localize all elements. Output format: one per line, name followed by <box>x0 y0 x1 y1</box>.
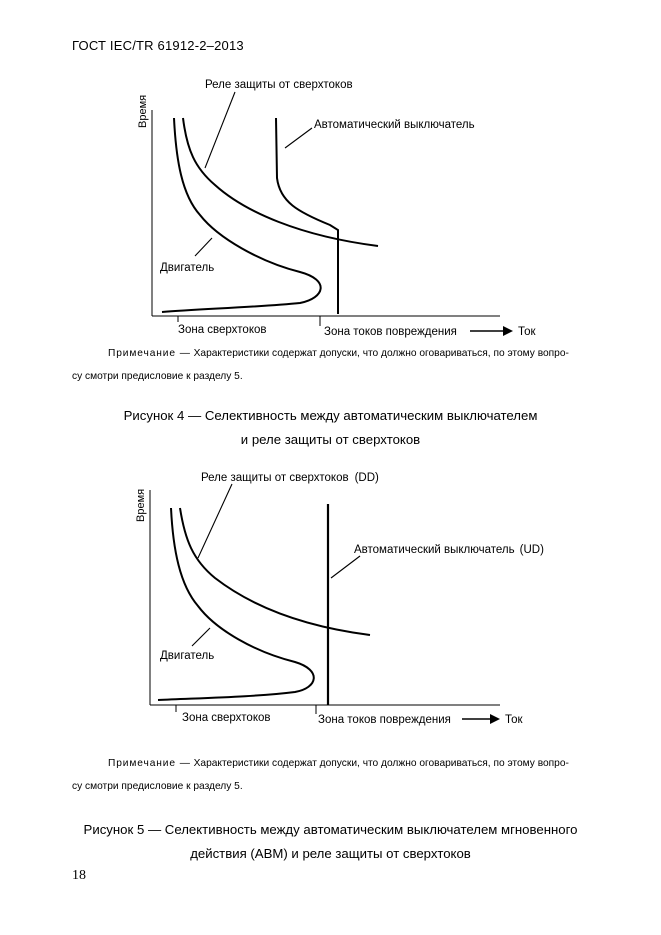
relay-curve <box>180 508 370 635</box>
figure-4-caption-line-2: и реле защиты от сверхтоков <box>240 432 421 447</box>
document-header: ГОСТ IEC/TR 61912-2–2013 <box>72 38 244 53</box>
current-arrow-head <box>490 714 500 724</box>
motor-curve <box>162 118 321 312</box>
relay-label: Реле защиты от сверхтоков <box>205 79 353 91</box>
y-axis-label: Время <box>135 488 147 522</box>
overcurrent-zone-label: Зона сверхтоков <box>182 712 271 724</box>
figure-4-diagram <box>0 0 661 360</box>
motor-leader <box>192 628 210 646</box>
motor-label: Двигатель <box>160 650 215 662</box>
breaker-leader <box>285 128 312 148</box>
relay-label: Реле защиты от сверхтоков (DD) <box>201 472 379 484</box>
fault-zone-label: Зона токов повреждения <box>318 714 451 726</box>
figure-4-caption-line-1: Рисунок 4 — Селективность между автоматическим выключателем <box>123 408 538 423</box>
current-arrow-head <box>503 326 513 336</box>
relay-leader <box>198 484 232 558</box>
fault-zone-label: Зона токов повреждения <box>324 326 457 338</box>
x-axis-label: Ток <box>505 714 523 726</box>
figure-5-caption-line-1: Рисунок 5 — Селективность между автоматическим выключателем мгновенного <box>83 822 578 837</box>
motor-label: Двигатель <box>160 262 215 274</box>
figure-4-note-line-1: Примечание — Характеристики содержат допуски, что должно оговариваться, по этому вопро- <box>108 348 569 359</box>
motor-curve <box>158 508 314 700</box>
breaker-label: Автоматический выключатель (UD) <box>354 544 544 556</box>
breaker-label: Автоматический выключатель <box>314 119 475 131</box>
x-axis-label: Ток <box>518 326 536 338</box>
figure-5-caption-line-2: действия (АВМ) и реле защиты от сверхтоков <box>190 846 471 861</box>
figure-5-note-line-1: Примечание — Характеристики содержат допуски, что должно оговариваться, по этому вопро- <box>108 758 569 769</box>
overcurrent-zone-label: Зона сверхтоков <box>178 324 267 336</box>
figure-5-diagram <box>0 465 661 725</box>
motor-leader <box>195 238 212 256</box>
y-axis-label: Время <box>137 94 149 128</box>
page-number: 18 <box>72 868 86 883</box>
figure-4-note-line-2: су смотри предисловие к разделу 5. <box>72 371 243 382</box>
figure-5-note-line-2: су смотри предисловие к разделу 5. <box>72 781 243 792</box>
relay-leader <box>205 92 235 168</box>
breaker-leader <box>331 556 360 578</box>
